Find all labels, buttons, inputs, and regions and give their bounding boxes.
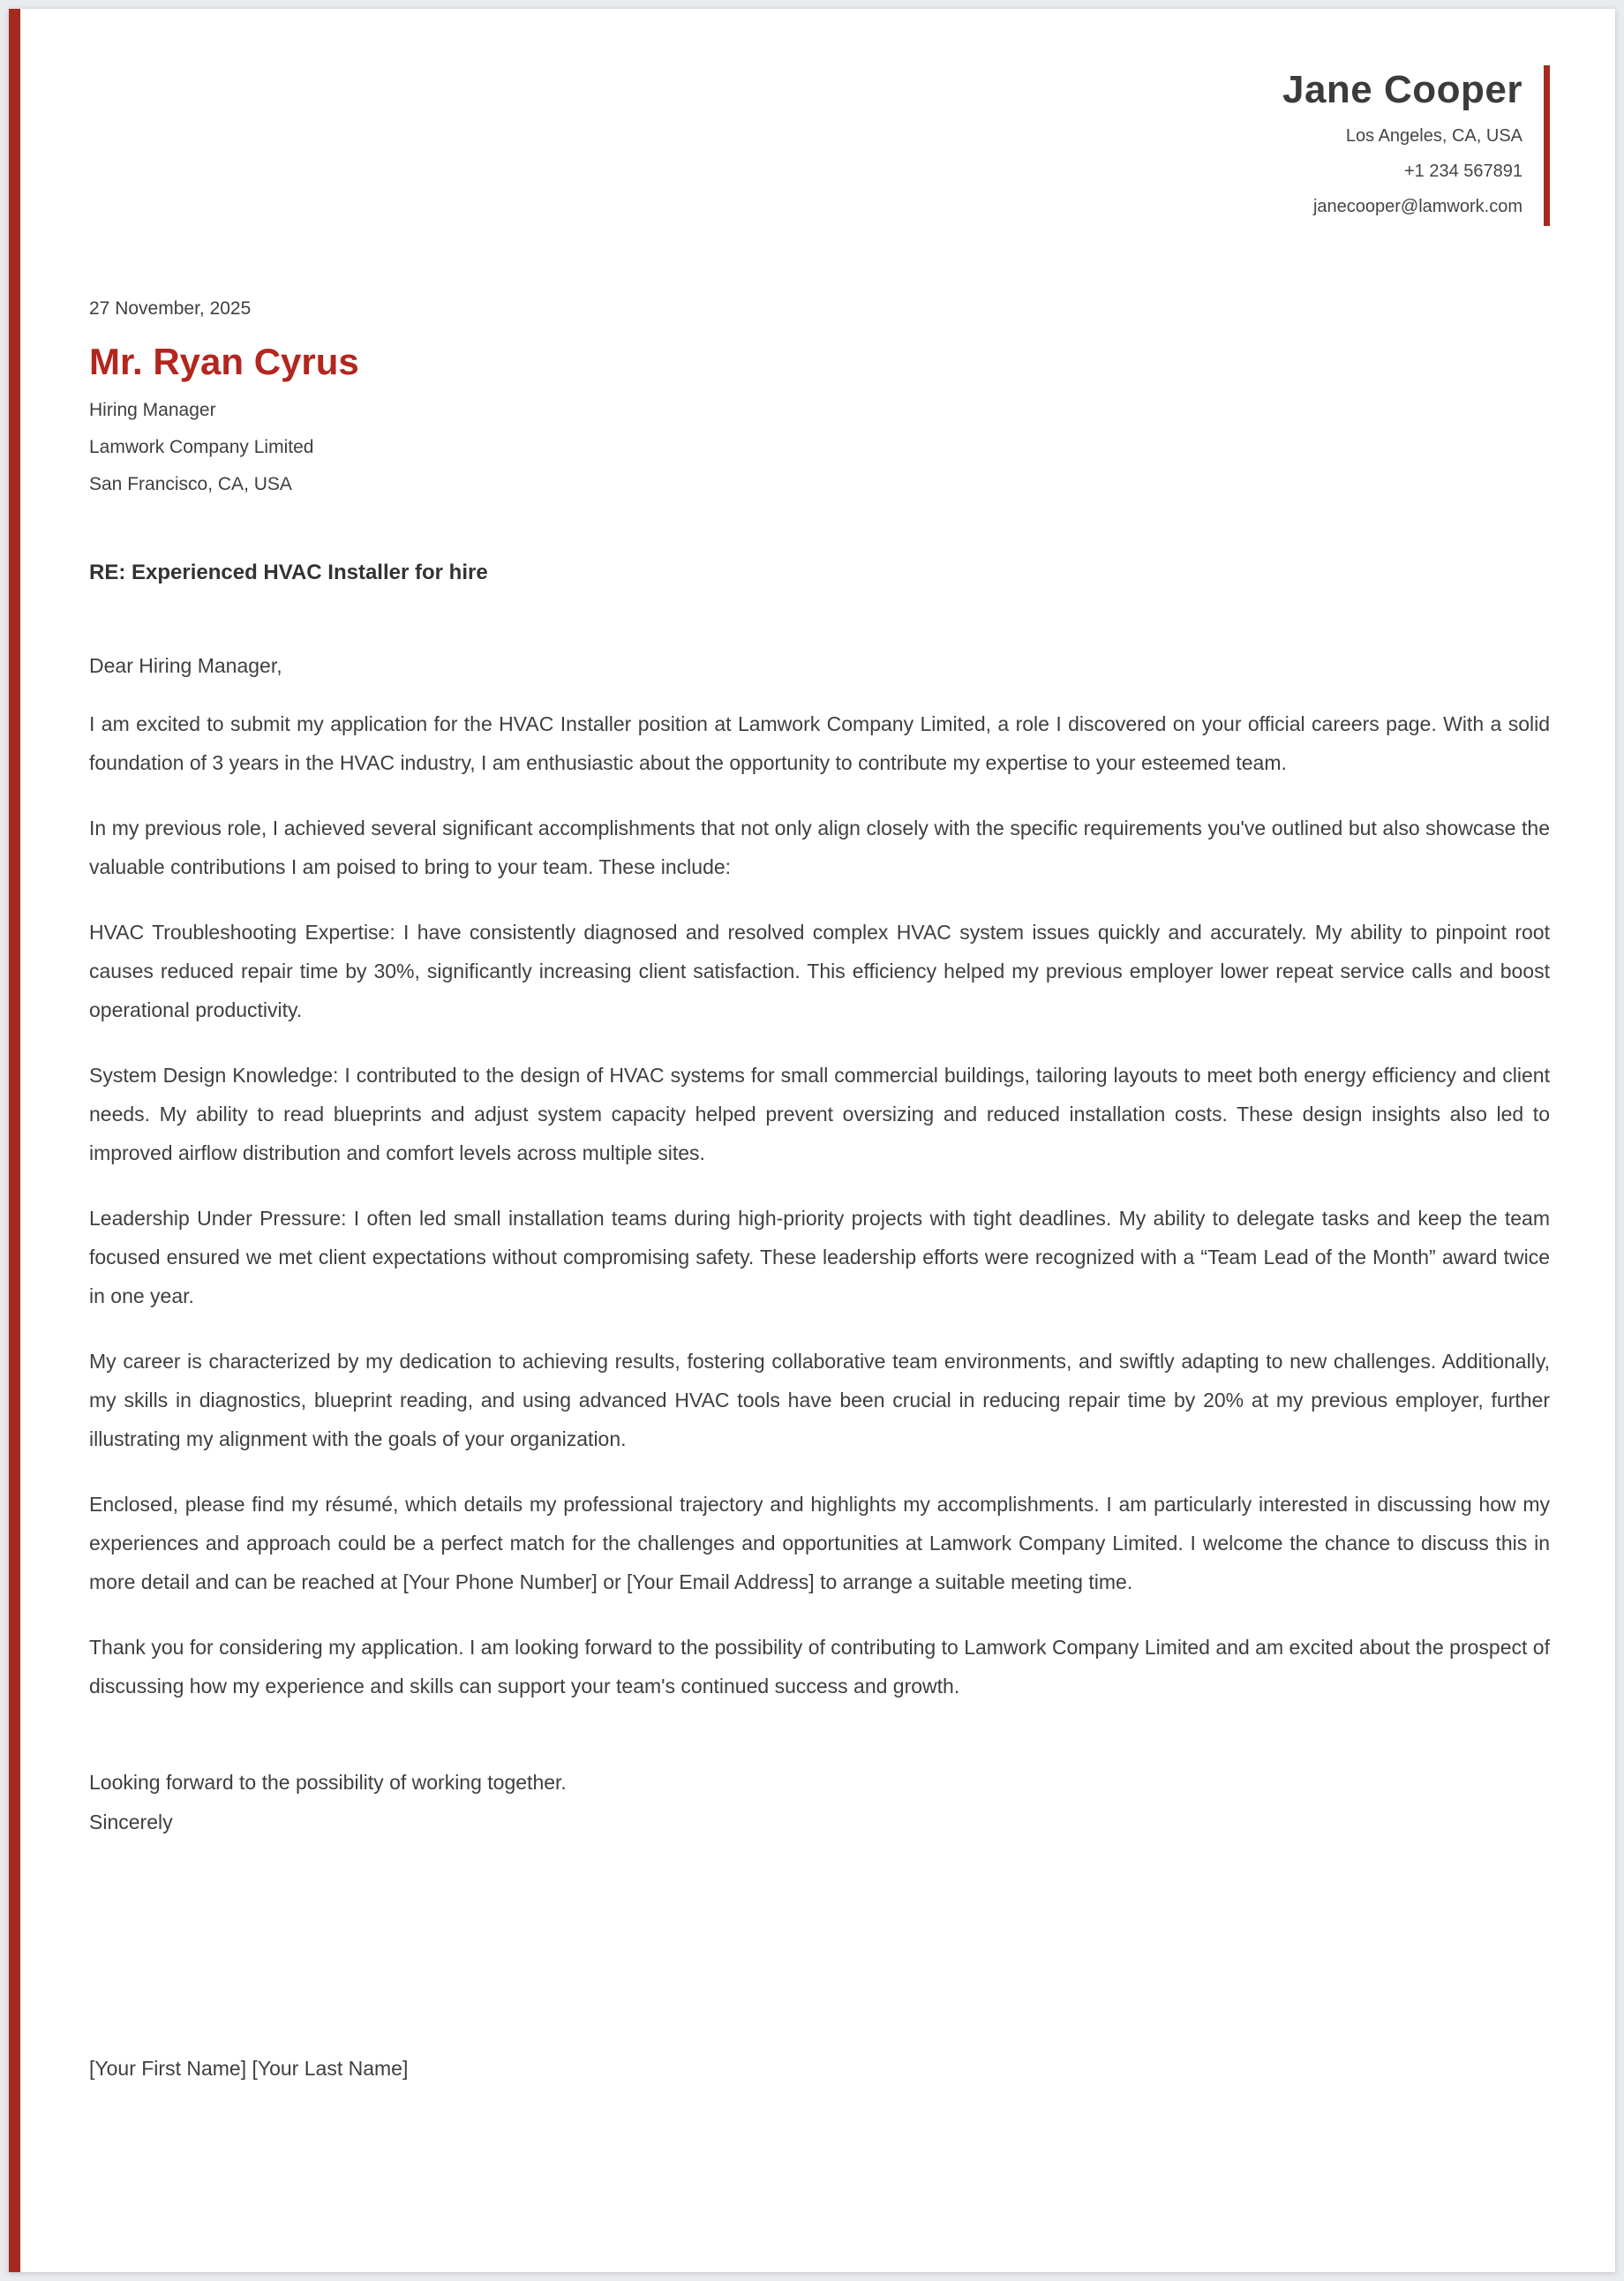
- signature-name: [Your First Name] [Your Last Name]: [89, 2056, 409, 2080]
- recipient-location: San Francisco, CA, USA: [89, 473, 292, 494]
- left-accent-stripe: [9, 9, 20, 2272]
- sender-name: Jane Cooper: [1282, 68, 1522, 111]
- body-paragraph: I am excited to submit my application for the HVAC Installer position at Lamwork Company Limited, a role I discovered on your official careers page. With a solid foundation of 3 years in the HVAC industry, I am enthusiastic about the opportunity to contribute my expertise to your esteemed team.: [89, 711, 1550, 774]
- subject-line: RE: Experienced HVAC Installer for hire: [89, 560, 488, 584]
- sender-phone: +1 234 567891: [1403, 162, 1522, 182]
- body-paragraph: Enclosed, please find my résumé, which details my professional trajectory and highlights my accomplishments. I am particularly interested in discussing how my experiences and approach could be a perfect match for the challenges and opportunities at Lamwork Company Limited. I welcome the chance to discuss this in more detail and can be reached at [Your Phone Number] or [Your Email Address] to arrange a suitable meeting time.: [89, 1492, 1550, 1593]
- letter-page: [9, 9, 1615, 2272]
- body-paragraph: In my previous role, I achieved several significant accomplishments that not only align closely with the specific requirements you've outlined but also showcase the valuable contributions I am poised to bring to your team. These include:: [89, 816, 1550, 878]
- recipient-name: Mr. Ryan Cyrus: [89, 341, 359, 383]
- sender-location: Los Angeles, CA, USA: [1345, 126, 1522, 147]
- body-paragraph: System Design Knowledge: I contributed to the design of HVAC systems for small commercial buildings, tailoring layouts to meet both energy efficiency and client needs. My ability to read blueprints and adjust system capacity helped prevent oversizing and reduced installation costs. These design insights also led to improved airflow distribution and comfort levels across multiple sites.: [89, 1063, 1550, 1164]
- body-paragraph: HVAC Troubleshooting Expertise: I have consistently diagnosed and resolved complex HVAC system issues quickly and accurately. My ability to pinpoint root causes reduced repair time by 30%, significantly increasing client satisfaction. This efficiency helped my previous employer lower repeat service calls and boost operational productivity.: [89, 920, 1550, 1021]
- sender-header: [1179, 65, 1550, 226]
- letter-content: [9, 9, 1615, 2134]
- salutation: Dear Hiring Manager,: [89, 653, 282, 677]
- recipient-company: Lamwork Company Limited: [89, 436, 314, 457]
- letter-date: 27 November, 2025: [89, 298, 252, 320]
- body-paragraph: My career is characterized by my dedication to achieving results, fostering collaborative team environments, and swiftly adapting to new challenges. Additionally, my skills in diagnostics, blueprint reading, and using advanced HVAC tools have been crucial in reducing repair time by 20% at my previous employer, further illustrating my alignment with the goals of your organization.: [89, 1349, 1550, 1450]
- closing-line: Looking forward to the possibility of working together.: [89, 1770, 567, 1794]
- body-paragraph: Thank you for considering my application. I am looking forward to the possibility of contributing to Lamwork Company Limited and am excited about the prospect of discussing how my experience and skills can support your team's continued success and growth.: [89, 1635, 1550, 1698]
- sender-email: janecooper@lamwork.com: [1312, 197, 1522, 217]
- recipient-title: Hiring Manager: [89, 399, 216, 420]
- signoff: Sincerely: [89, 1810, 173, 1833]
- body-paragraph: Leadership Under Pressure: I often led small installation teams during high-priority projects with tight deadlines. My ability to delegate tasks and keep the team focused ensured we met client expectations without compromising safety. These leadership efforts were recognized with a “Team Lead of the Month” award twice in one year.: [89, 1206, 1550, 1307]
